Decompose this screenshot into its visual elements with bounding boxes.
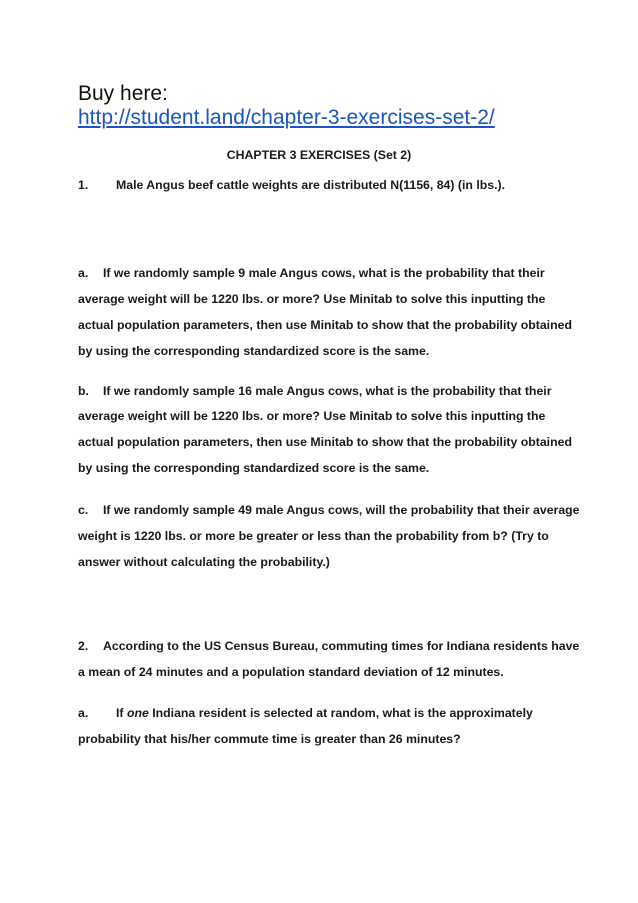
question-1c-line-2: weight is 1220 lbs. or more be greater or less than the probability from b? (Try to: [78, 529, 549, 543]
question-1a-line-4: by using the corresponding standardized score is the same.: [78, 344, 430, 358]
question-2-number: 2.: [78, 639, 89, 653]
question-1a-line-3: actual population parameters, then use Minitab to show that the probability obtained: [78, 318, 572, 332]
chapter-heading: CHAPTER 3 EXERCISES (Set 2): [226, 148, 412, 162]
question-1a-label: a.: [78, 266, 89, 280]
question-1b-line-3: actual population parameters, then use Minitab to show that the probability obtained: [78, 435, 572, 449]
question-2-line-2: a mean of 24 minutes and a population standard deviation of 12 minutes.: [78, 665, 504, 679]
question-1c-text-1: If we randomly sample 49 male Angus cows, will the probability that their average: [103, 503, 580, 517]
question-1c-label: c.: [78, 503, 89, 517]
question-1a-text-1: If we randomly sample 9 male Angus cows, what is the probability that their: [103, 266, 545, 280]
question-2a-label: a.: [78, 706, 89, 720]
buy-here-text: Buy here:: [78, 82, 168, 105]
question-1b-line-2: average weight will be 1220 lbs. or more? Use Minitab to solve this inputting the: [78, 409, 546, 423]
question-2a-line-2: probability that his/her commute time is greater than 26 minutes?: [78, 732, 461, 746]
question-2a-emphasis: one: [126, 706, 149, 720]
question-2-text-1: According to the US Census Bureau, commuting times for Indiana residents have: [103, 639, 580, 653]
question-2a-text-1: [116, 706, 533, 720]
product-link[interactable]: http://student.land/chapter-3-exercises-set-2/: [78, 106, 495, 129]
question-1b-label: b.: [78, 384, 89, 398]
question-1c-line-3: answer without calculating the probability.): [78, 555, 330, 569]
question-1a-line-2: average weight will be 1220 lbs. or more? Use Minitab to solve this inputting the: [78, 292, 546, 306]
question-1-number: 1.: [78, 178, 89, 192]
question-2a-prefix: If: [116, 706, 127, 720]
question-1-text: Male Angus beef cattle weights are distributed N(1156, 84) (in lbs.).: [116, 178, 506, 192]
question-2a-rest: Indiana resident is selected at random, what is the approximately: [148, 706, 533, 720]
question-1b-text-1: If we randomly sample 16 male Angus cows, what is the probability that their: [103, 384, 552, 398]
question-1b-line-4: by using the corresponding standardized score is the same.: [78, 461, 430, 475]
